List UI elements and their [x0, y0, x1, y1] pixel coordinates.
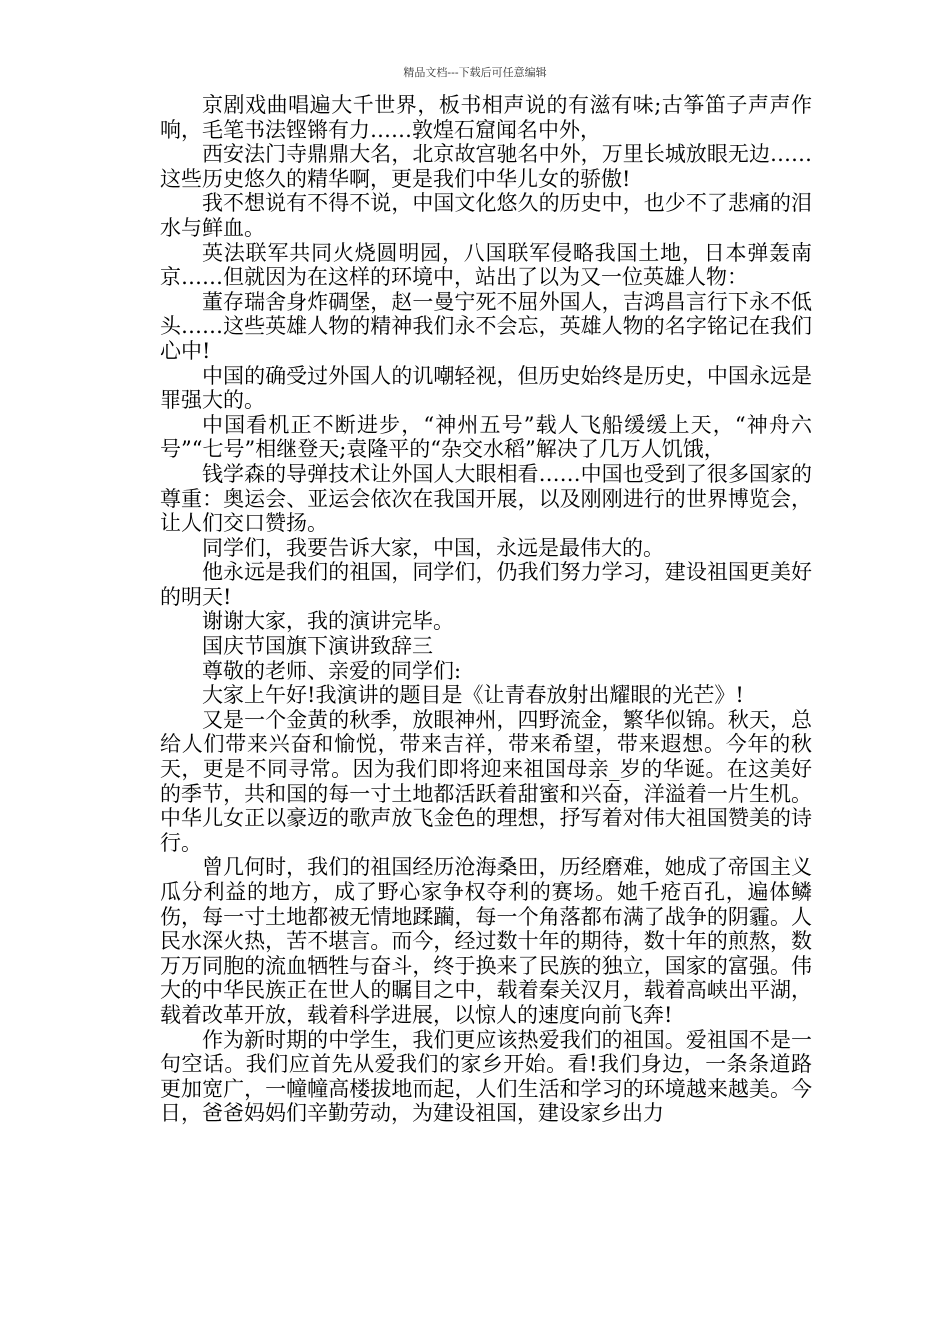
paragraph: 中国的确受过外国人的讥嘲轻视，但历史始终是历史，中国永远是罪强大的。 [160, 363, 812, 413]
page-header: 精品文档---下载后可任意编辑 [403, 66, 547, 79]
paragraph: 作为新时期的中学生，我们更应该热爱我们的祖国。爱祖国不是一句空话。我们应首先从爱我们的家乡开始。看!我们身边，一条条道路更加宽广，一幢幢高楼拔地而起，人们生活和学习的环境越来越美。今日，爸爸妈妈们辛勤劳动，为建设祖国，建设家乡出力 [160, 1027, 812, 1126]
paragraph: 董存瑞舍身炸碉堡，赵一曼宁死不屈外国人，吉鸿昌言行下永不低头……这些英雄人物的精神我们永不会忘，英雄人物的名字铭记在我们心中! [160, 289, 812, 363]
section-title: 国庆节国旗下演讲致辞三 [202, 634, 433, 659]
paragraph: 又是一个金黄的秋季，放眼神州，四野流金，繁华似锦。秋天，总给人们带来兴奋和愉悦，带来吉祥，带来希望，带来遐想。今年的秋天，更是不同寻常。因为我们即将迎来祖国母亲_岁的华诞。在这美好的季节，共和国的每一寸土地都活跃着甜蜜和兴奋，洋溢着一片生机。中华儿女正以豪迈的歌声放飞金色的理想，抒写着对伟大祖国赞美的诗行。 [160, 707, 812, 855]
paragraph: 同学们，我要告诉大家，中国，永远是最伟大的。 [202, 535, 664, 560]
paragraph: 大家上午好!我演讲的题目是《让青春放射出耀眼的光芒》! [202, 683, 744, 708]
paragraph: 我不想说有不得不说，中国文化悠久的历史中，也少不了悲痛的泪水与鲜血。 [160, 191, 812, 240]
paragraph: 曾几何时，我们的祖国经历沧海桑田，历经磨难，她成了帝国主义瓜分利益的地方，成了野心家争权夺利的赛场。她千疮百孔，遍体鳞伤，每一寸土地都被无情地蹂躏，每一个角落都布满了战争的阴霾。人民水深火热，苦不堪言。而今，经过数十年的期待，数十年的煎熬，数万万同胞的流血牺牲与奋斗，终于换来了民族的独立，国家的富强。伟大的中华民族正在世人的瞩目之中，载着秦关汉月，载着高峡出平湖，载着改革开放，载着科学进展，以惊人的速度向前飞奔! [160, 855, 812, 1027]
paragraph: 他永远是我们的祖国，同学们，仍我们努力学习，建设祖国更美好的明天! [160, 560, 812, 609]
paragraph: 钱学森的导弹技术让外国人大眼相看……中国也受到了很多国家的尊重：奥运会、亚运会依次在我国开展，以及刚刚进行的世界博览会，让人们交口赞扬。 [160, 461, 812, 536]
salutation: 尊敬的老师、亲爱的同学们: [202, 658, 462, 683]
paragraph: 英法联军共同火烧圆明园，八国联军侵略我国土地，日本弹轰南京……但就因为在这样的环境中，站出了以为又一位英雄人物： [160, 240, 812, 290]
paragraph: 中国看机正不断进步，“神州五号”载人飞船缓缓上天，“神舟六号”“七号”相继登天;袁隆平的“杂交水稻”解决了几万人饥饿， [160, 412, 812, 462]
paragraph: 西安法门寺鼎鼎大名，北京故宫驰名中外，万里长城放眼无边……这些历史悠久的精华啊，更是我们中华儿女的骄傲! [160, 142, 812, 191]
paragraph: 谢谢大家，我的演讲完毕。 [202, 609, 454, 634]
document-body [160, 93, 812, 1126]
paragraph: 京剧戏曲唱遍大千世界，板书相声说的有滋有味;古筝笛子声声作响，毛笔书法铿锵有力……敦煌石窟闻名中外， [160, 93, 812, 142]
